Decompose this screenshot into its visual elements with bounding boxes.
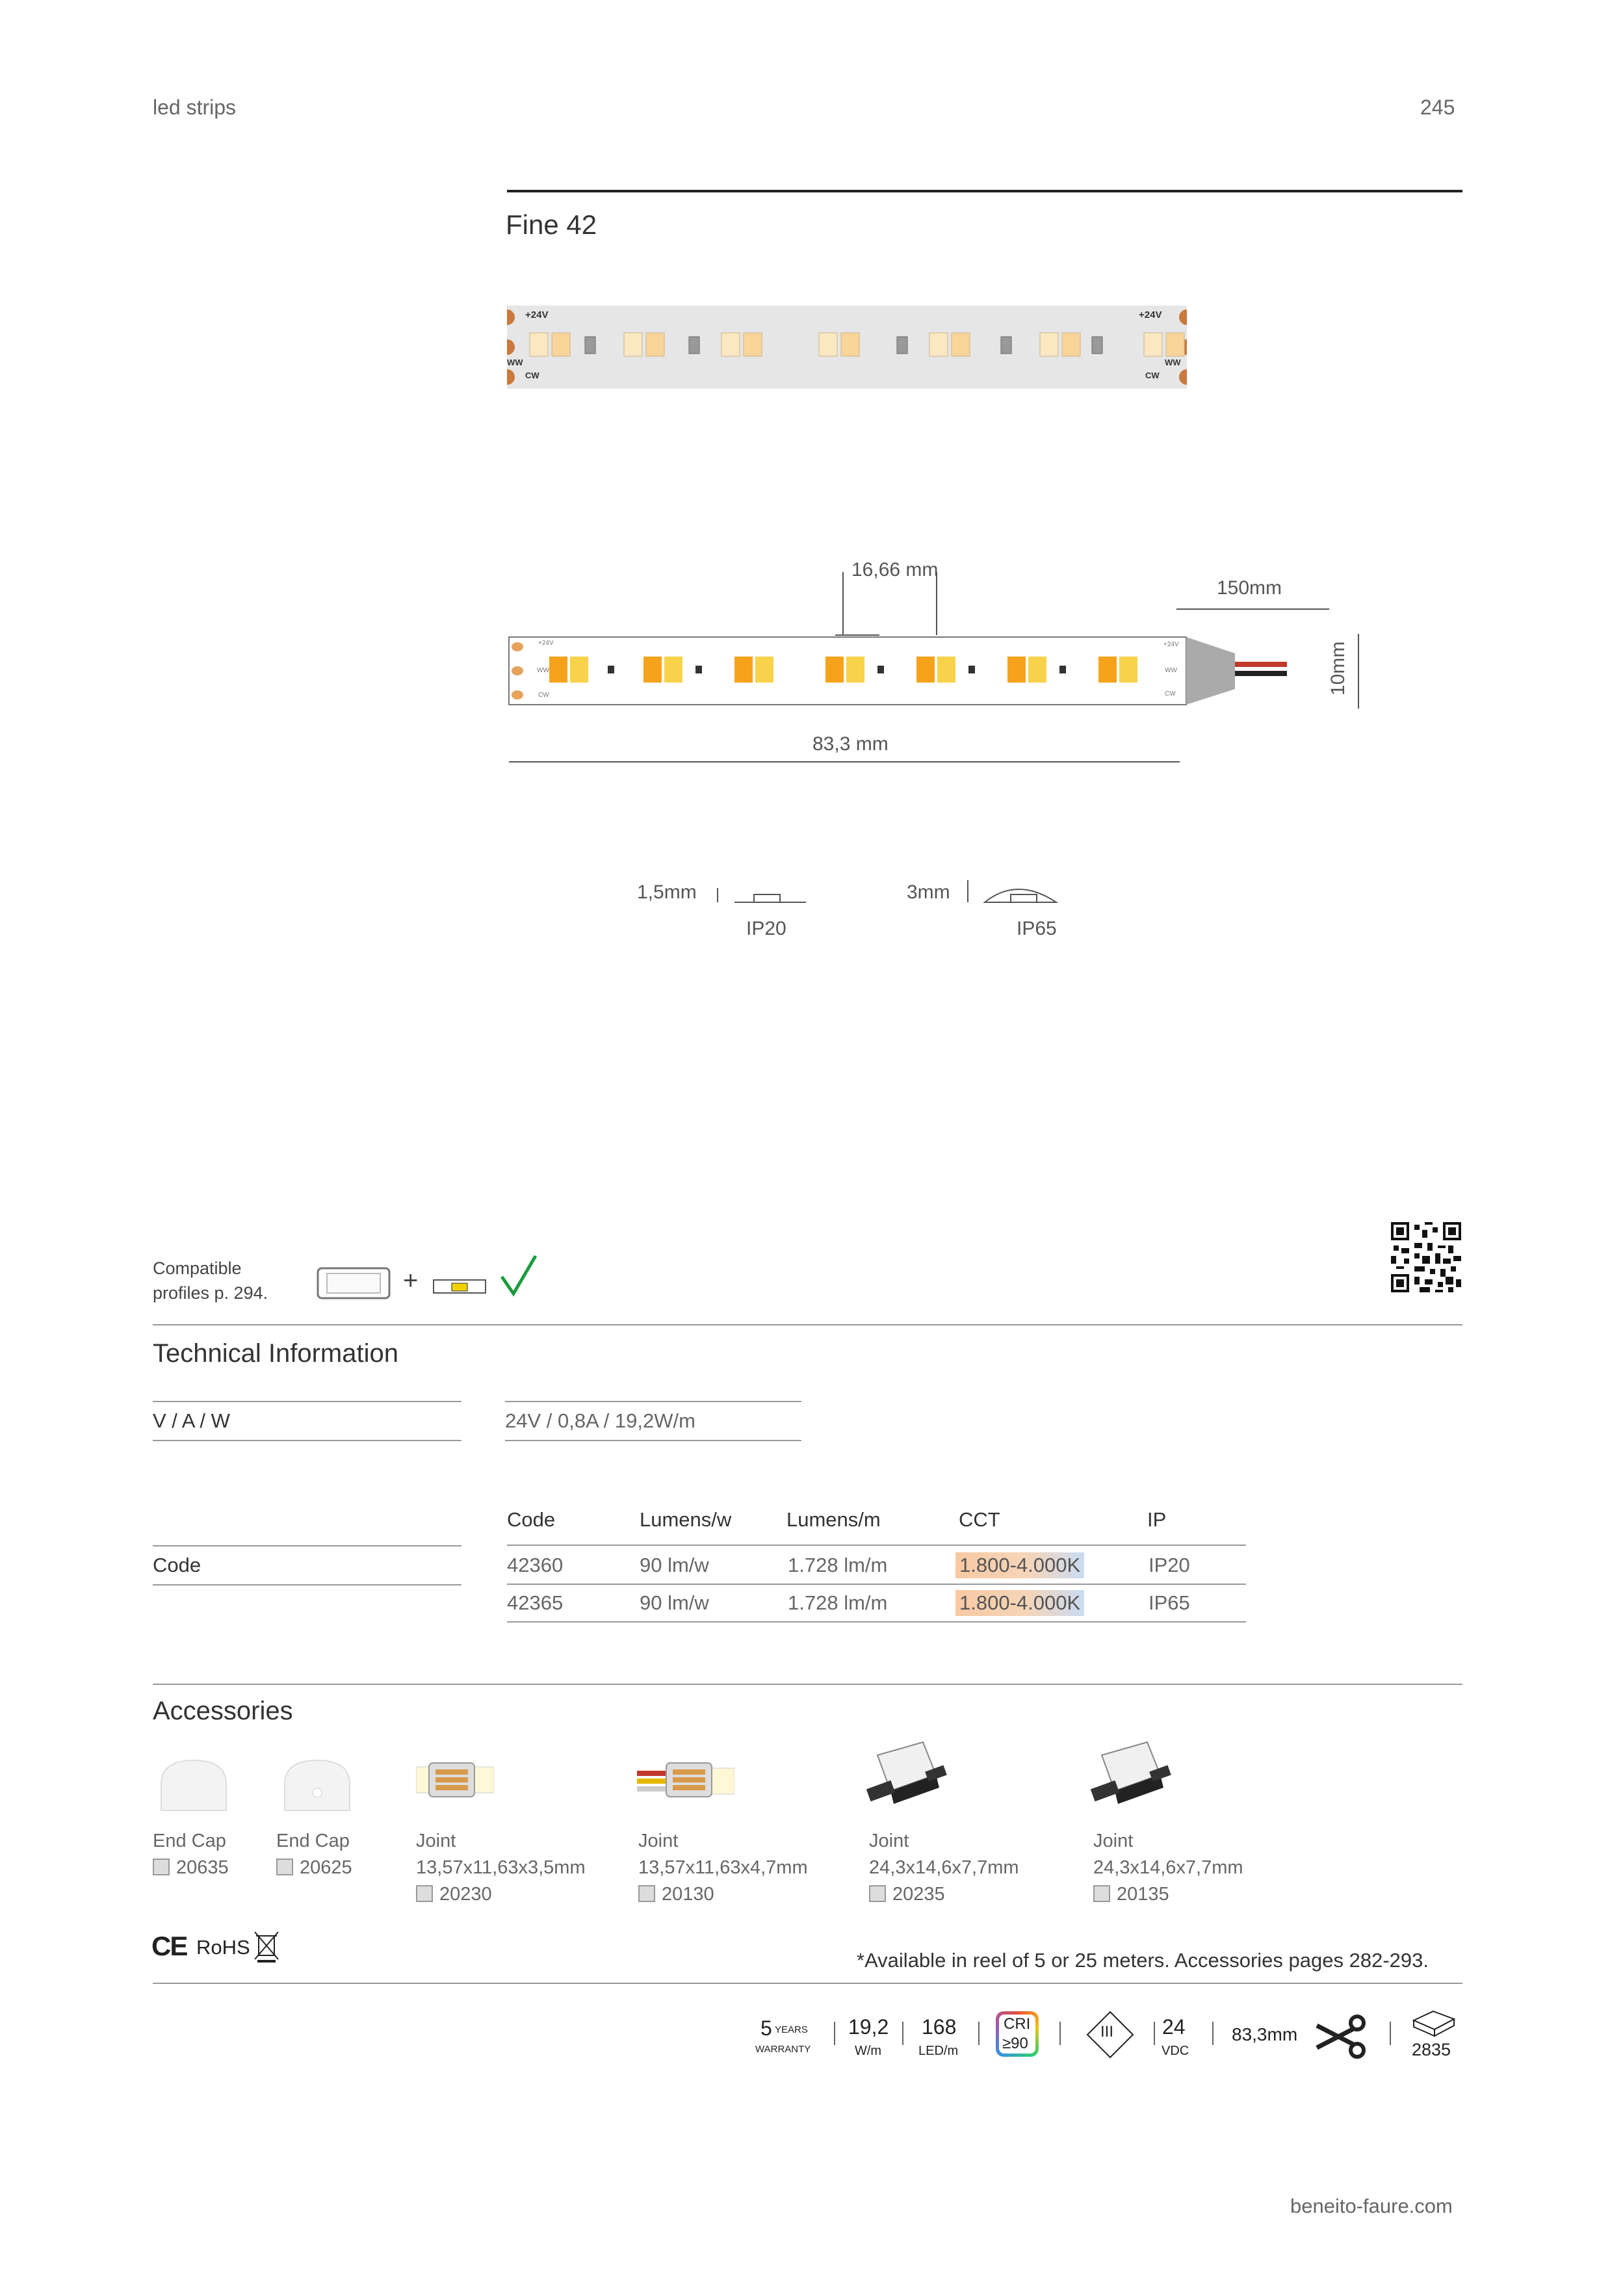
ip20-profile-icon: [715, 880, 806, 913]
led-chip: [643, 657, 662, 683]
compatible-line2: profiles p. 294.: [153, 1283, 268, 1303]
spec-separator: [1154, 2022, 1155, 2045]
height-dimension: 10mm: [1327, 641, 1349, 696]
accessory-code: 20635: [176, 1857, 229, 1878]
code-label-top-rule: [153, 1545, 461, 1546]
table-row1-rule: [507, 1584, 1246, 1585]
warranty-number: 5: [760, 2016, 772, 2040]
checkbox-icon: [153, 1859, 170, 1875]
voltage-value: 24: [1162, 2015, 1186, 2039]
led-chip: [608, 666, 614, 673]
led-chip: [937, 657, 955, 683]
end-cap-image: [155, 1755, 233, 1814]
accessory-name: End Cap: [276, 1831, 350, 1851]
ip65-thickness: 3mm: [907, 881, 950, 903]
draw-label-ww-right: WW: [1165, 667, 1177, 674]
table-header-code: Code: [507, 1508, 556, 1531]
spec-icons-row: [754, 2009, 1469, 2080]
led-chip: [585, 337, 595, 354]
weee-bin-icon: [252, 1929, 281, 1963]
cable-dimension: 150mm: [1217, 577, 1282, 599]
led-chip: [646, 333, 664, 356]
led-chip: [877, 666, 884, 673]
ip65-label: IP65: [1017, 918, 1057, 939]
table-row1-lumens-w: 90 lm/w: [640, 1554, 709, 1576]
strip-label-ww: WW: [507, 358, 523, 367]
clip-connector-image: [864, 1736, 949, 1814]
led-chip: [734, 657, 753, 683]
vaw-value-bottom-rule: [505, 1440, 801, 1441]
draw-label-cw: CW: [538, 692, 549, 699]
power-value: 19,2: [848, 2015, 889, 2039]
table-row2-ip: IP65: [1149, 1591, 1190, 1614]
led-chip: [1098, 657, 1117, 683]
spec-separator: [978, 2022, 980, 2045]
led-chip: [1166, 333, 1184, 356]
clip-connector-image: [1089, 1736, 1173, 1814]
scissors-icon: [1314, 2014, 1366, 2059]
checkbox-icon: [276, 1859, 293, 1875]
accessory-code: 20230: [439, 1884, 492, 1905]
vaw-label: V / A / W: [153, 1409, 230, 1432]
vaw-value: 24V / 0,8A / 19,2W/m: [505, 1409, 695, 1432]
led-chip: [721, 333, 740, 356]
draw-label-cw-right: CW: [1165, 690, 1176, 698]
accessory-size: 13,57x11,63x3,5mm: [416, 1857, 586, 1878]
led-chip: [1028, 657, 1046, 683]
led-chip: [897, 337, 907, 354]
end-cap-image: [278, 1755, 356, 1814]
technical-heading: Technical Information: [153, 1339, 398, 1368]
led-chip: [664, 657, 682, 683]
checkbox-icon: [416, 1885, 433, 1902]
accessory-name: Joint: [869, 1831, 909, 1851]
checkbox-icon: [869, 1885, 886, 1902]
led-chip: [624, 333, 642, 356]
led-chip-icon: [1407, 2009, 1459, 2037]
strip-label-cw-right: CW: [1145, 371, 1160, 380]
led-chip: [552, 333, 570, 356]
strip-label-24v: +24V: [525, 309, 549, 320]
ip20-label: IP20: [746, 918, 786, 939]
spec-separator: [1059, 2022, 1061, 2045]
checkbox-icon: [1093, 1885, 1110, 1902]
table-row1-code: 42360: [507, 1554, 564, 1576]
vaw-top-rule: [153, 1401, 461, 1402]
accessory-code: 20130: [662, 1884, 714, 1905]
led-chip: [689, 337, 699, 354]
page-number: 245: [1420, 96, 1455, 119]
accessory-size: 24,3x14,6x7,7mm: [869, 1857, 1019, 1878]
accessory-item: [416, 1828, 586, 1908]
accessory-name: End Cap: [153, 1831, 226, 1851]
leds-value: 168: [922, 2015, 957, 2039]
ip20-thickness: 1,5mm: [637, 881, 697, 903]
cut-length-dimension: 83,3 mm: [812, 733, 889, 755]
ip-profiles: [637, 871, 1092, 956]
table-header-ip: IP: [1147, 1508, 1167, 1531]
table-header-cct: CCT: [959, 1508, 1000, 1531]
code-label-bottom-rule: [153, 1584, 461, 1585]
checkbox-icon: [638, 1885, 655, 1902]
strip-label-cw: CW: [525, 371, 539, 380]
led-chip: [744, 333, 762, 356]
accessory-name: Joint: [416, 1831, 456, 1851]
section-label: led strips: [153, 96, 237, 119]
strip-label-ww-right: WW: [1165, 358, 1181, 367]
code-label: Code: [153, 1554, 201, 1576]
led-chip: [1144, 333, 1162, 356]
strip-icon: [432, 1277, 487, 1297]
spec-separator: [1212, 2022, 1214, 2045]
leds-unit: LED/m: [918, 2044, 959, 2058]
draw-label-24v-right: +24V: [1163, 641, 1179, 648]
warranty-unit: YEARS: [775, 2024, 808, 2035]
led-strip-photo: [507, 306, 1187, 389]
led-chip: [819, 333, 837, 356]
table-row2-cct: 1.800-4.000K: [955, 1590, 1084, 1616]
led-chip: [1040, 333, 1058, 356]
dimension-drawing: [500, 553, 1365, 774]
accessory-item: [153, 1828, 229, 1881]
led-chip: [1119, 657, 1137, 683]
qr-code-icon: [1391, 1222, 1461, 1292]
compatible-text: [153, 1256, 268, 1305]
section-divider-1: [153, 1324, 1462, 1325]
joint-connector-image: [416, 1755, 494, 1807]
table-row2-code: 42365: [507, 1591, 564, 1614]
cut-length: 83,3mm: [1232, 2024, 1298, 2044]
warranty-label: WARRANTY: [755, 2044, 811, 2055]
website-link[interactable]: beneito-faure.com: [1290, 2195, 1453, 2217]
led-chip: [570, 657, 588, 683]
led-chip: [1001, 337, 1011, 354]
table-header-lumens-m: Lumens/m: [786, 1508, 881, 1531]
table-row2-rule: [507, 1621, 1246, 1623]
led-chip: [755, 657, 773, 683]
accessory-name: Joint: [1093, 1831, 1134, 1851]
led-chip: [1059, 666, 1066, 673]
led-chip: [530, 333, 548, 356]
accessory-code: 20135: [1117, 1884, 1169, 1905]
spec-separator: [1390, 2022, 1391, 2045]
vaw-bottom-rule: [153, 1440, 461, 1441]
strip-label-24v-right: +24V: [1139, 309, 1162, 320]
vaw-value-top-rule: [505, 1401, 801, 1402]
section-divider-3: [153, 1983, 1462, 1984]
rohs-mark: RoHS: [196, 1936, 250, 1959]
accessory-item: [276, 1828, 352, 1881]
profile-icon: [315, 1264, 393, 1303]
section-divider-2: [153, 1684, 1462, 1685]
led-chip: [968, 666, 975, 673]
accessory-code: 20625: [300, 1857, 352, 1878]
product-title: Fine 42: [506, 209, 597, 240]
table-row1-cct: 1.800-4.000K: [955, 1552, 1084, 1578]
table-header-lumens-w: Lumens/w: [640, 1508, 732, 1531]
accessory-item: [1093, 1828, 1243, 1908]
ce-mark: CE: [151, 1931, 187, 1961]
pitch-dimension: 16,66 mm: [851, 559, 939, 581]
cri-bottom: ≥90: [1002, 2035, 1028, 2052]
led-chip: [825, 657, 844, 683]
cri-top: CRI: [1004, 2015, 1031, 2033]
compatible-line1: Compatible: [153, 1259, 242, 1278]
table-row2-lumens-m: 1.728 lm/m: [788, 1591, 888, 1614]
led-chip: [841, 333, 859, 356]
table-header-rule: [507, 1545, 1246, 1546]
led-chip: [1007, 657, 1026, 683]
led-chip: [952, 333, 970, 356]
table-row1-ip: IP20: [1149, 1554, 1190, 1576]
power-unit: W/m: [855, 2044, 882, 2058]
accessory-size: 24,3x14,6x7,7mm: [1093, 1857, 1243, 1878]
availability-footnote: *Available in reel of 5 or 25 meters. Accessories pages 282-293.: [857, 1949, 1429, 1972]
cri-icon: [996, 2011, 1039, 2057]
led-chip: [846, 657, 864, 683]
joint-connector-image: [637, 1755, 734, 1807]
chip-type: 2835: [1412, 2040, 1451, 2059]
accessories-heading: Accessories: [153, 1697, 293, 1725]
led-chip: [695, 666, 702, 673]
spec-separator: [834, 2022, 835, 2045]
accessory-item: [638, 1828, 808, 1908]
ip65-profile-icon: [965, 876, 1082, 915]
accessory-name: Joint: [638, 1831, 679, 1851]
led-chip: [1062, 333, 1080, 356]
class-label: III: [1100, 2023, 1114, 2041]
accessory-item: [869, 1828, 1019, 1908]
table-row2-lumens-w: 90 lm/w: [640, 1591, 709, 1614]
led-chip: [916, 657, 935, 683]
plus-sign: +: [403, 1266, 419, 1295]
table-row1-lumens-m: 1.728 lm/m: [788, 1554, 888, 1576]
accessory-size: 13,57x11,63x4,7mm: [638, 1857, 808, 1878]
spec-separator: [902, 2022, 903, 2045]
title-rule: [507, 190, 1462, 192]
led-chip: [1092, 337, 1102, 354]
draw-label-24v: +24V: [538, 640, 554, 647]
accessory-code: 20235: [892, 1884, 945, 1905]
led-chip: [929, 333, 948, 356]
draw-label-ww: WW: [537, 667, 549, 674]
check-icon: [499, 1253, 538, 1299]
led-chip: [549, 657, 567, 683]
voltage-unit: VDC: [1162, 2044, 1189, 2058]
